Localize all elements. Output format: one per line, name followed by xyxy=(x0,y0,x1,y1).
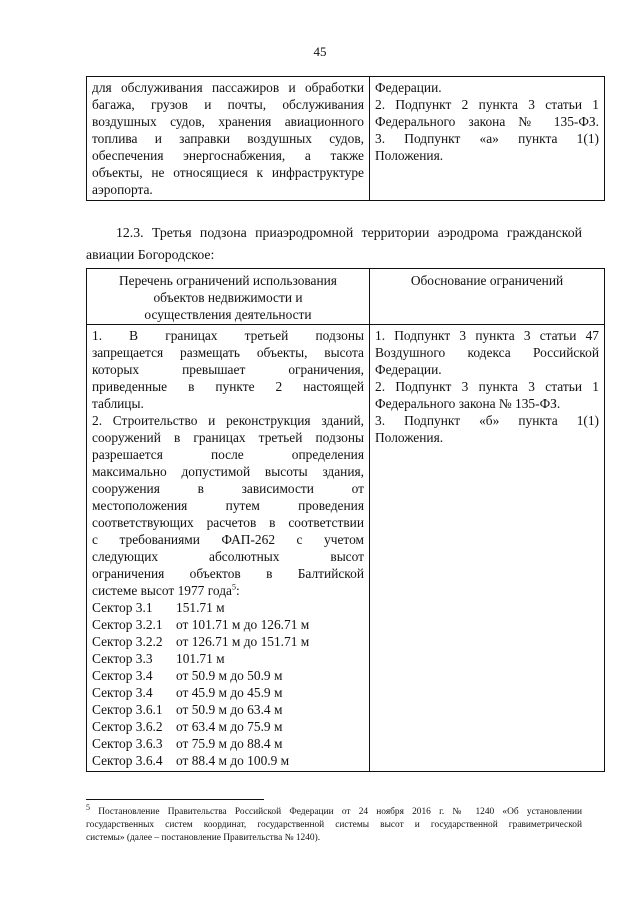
text-line: Положения. xyxy=(375,148,444,163)
section-heading-continuation: авиации Богородское: xyxy=(86,247,215,262)
text-line: следующих абсолютных высот xyxy=(92,549,364,564)
sector-row xyxy=(92,667,364,684)
sector-height: от 63.4 м до 75.9 м xyxy=(176,719,283,734)
sector-row xyxy=(92,616,364,633)
sector-name: Сектор 3.6.3 xyxy=(92,736,163,751)
page-number: 45 xyxy=(313,44,327,59)
header-line: Перечень ограничений использования xyxy=(119,273,337,288)
text-line: местоположения путем проведения xyxy=(92,498,364,513)
text-line: соответствующих расчетов в соответствии xyxy=(92,515,364,530)
sector-name: Сектор 3.6.4 xyxy=(92,753,163,768)
text-line: Федерального закона № 135-ФЗ. xyxy=(375,396,561,411)
text-line: 1. В границах третьей подзоны xyxy=(92,328,364,343)
sector-name: Сектор 3.4 xyxy=(92,668,153,683)
table-row xyxy=(87,77,605,201)
restrictions-cell xyxy=(87,325,370,772)
sector-row xyxy=(92,650,364,667)
text-line: 3. Подпункт «а» пункта 1(1) xyxy=(375,131,599,146)
footnote-divider xyxy=(86,799,264,800)
text-line: приведенные в пункте 2 настоящей xyxy=(92,379,364,394)
section-heading: 12.3. Третья подзона приаэродромной территории аэродрома гражданской xyxy=(116,225,582,240)
sector-height: 151.71 м xyxy=(176,600,225,615)
text-line: Федерации. xyxy=(375,80,442,95)
text-line: Федерального закона № 135-ФЗ. xyxy=(375,114,599,129)
sector-height: от 50.9 м до 50.9 м xyxy=(176,668,283,683)
text-line: 2. Подпункт 3 пункта 3 статьи 1 xyxy=(375,379,599,394)
text-line: сооружения в зависимости от xyxy=(92,481,364,496)
text-line-with-footnote xyxy=(92,582,364,599)
sector-height: от 75.9 м до 88.4 м xyxy=(176,736,283,751)
column-header-justification xyxy=(370,269,605,325)
text-line: воздушных судов, хранения авиационного xyxy=(92,114,364,129)
text-line: с требованиями ФАП-262 с учетом xyxy=(92,532,364,547)
text-line: Положения. xyxy=(375,430,444,445)
sector-height: от 126.71 м до 151.71 м xyxy=(176,634,310,649)
text-line: Воздушного кодекса Российской xyxy=(375,345,599,360)
text-line: 2. Строительство и реконструкция зданий, xyxy=(92,413,364,428)
text-line: Федерации. xyxy=(375,362,442,377)
text-line: таблицы. xyxy=(92,396,144,411)
sector-height: от 45.9 м до 45.9 м xyxy=(176,685,283,700)
text-line: максимально допустимой высоты здания, xyxy=(92,464,364,479)
text-line: топлива и заправки воздушных судов, xyxy=(92,131,364,146)
sector-height: от 101.71 м до 126.71 м xyxy=(176,617,310,632)
sector-row xyxy=(92,684,364,701)
sector-row xyxy=(92,599,364,616)
column-header-restrictions xyxy=(87,269,370,325)
text-line: аэропорта. xyxy=(92,182,153,197)
footnote-line: государственных систем координат, государственной системы высот и государственной гравиметрической xyxy=(86,820,582,830)
sector-list xyxy=(92,599,364,769)
sector-height: от 88.4 м до 100.9 м xyxy=(176,753,290,768)
table-continuation xyxy=(86,76,605,201)
restrictions-table xyxy=(86,268,605,772)
header-line: осуществления деятельности xyxy=(144,307,312,322)
sector-row xyxy=(92,718,364,735)
sector-row xyxy=(92,701,364,718)
text-line: которых превышает ограничения, xyxy=(92,362,364,377)
sector-name: Сектор 3.6.2 xyxy=(92,719,163,734)
header-line: Обоснование ограничений xyxy=(410,273,564,288)
text-fragment: системе высот 1977 года xyxy=(92,583,232,598)
table1-right-cell xyxy=(370,77,605,201)
header-line: объектов недвижимости и xyxy=(153,290,303,305)
sector-row xyxy=(92,633,364,650)
text-line: 2. Подпункт 2 пункта 3 статьи 1 xyxy=(375,97,599,112)
table-row xyxy=(87,325,605,772)
footnote-reference[interactable]: 5 xyxy=(231,582,236,592)
table1-left-cell xyxy=(87,77,370,201)
text-line: для обслуживания пассажиров и обработки xyxy=(92,80,364,95)
text-line: ограничения объектов в Балтийской xyxy=(92,566,364,581)
sector-height: от 50.9 м до 63.4 м xyxy=(176,702,283,717)
text-line: разрешается после определения xyxy=(92,447,364,462)
text-line: объекты, не относящиеся к инфраструктуре xyxy=(92,165,364,180)
sector-name: Сектор 3.2.1 xyxy=(92,617,163,632)
sector-name: Сектор 3.1 xyxy=(92,600,153,615)
sector-name: Сектор 3.2.2 xyxy=(92,634,163,649)
table-header-row xyxy=(87,269,605,325)
footnote-line: системы» (далее – постановление Правительства № 1240). xyxy=(86,833,321,843)
text-line: багажа, грузов и почты, обслуживания xyxy=(92,97,364,112)
text-line: обеспечения энергоснабжения, а также xyxy=(92,148,364,163)
sector-height: 101.71 м xyxy=(176,651,225,666)
sector-row xyxy=(92,752,364,769)
footnote xyxy=(86,802,582,845)
text-line: запрещается размещать объекты, высота xyxy=(92,345,364,360)
sector-name: Сектор 3.3 xyxy=(92,651,153,666)
text-line: 3. Подпункт «б» пункта 1(1) xyxy=(375,413,599,428)
footnote-text: Постановление Правительства Российской Федерации от 24 ноября 2016 г. № 1240 «Об установлении xyxy=(98,807,582,817)
sector-name: Сектор 3.4 xyxy=(92,685,153,700)
text-line: сооружений в границах третьей подзоны xyxy=(92,430,364,445)
text-line: 1. Подпункт 3 пункта 3 статьи 47 xyxy=(375,328,599,343)
footnote-number: 5 xyxy=(86,802,90,812)
footnote-line xyxy=(86,802,582,819)
sector-row xyxy=(92,735,364,752)
text-fragment: : xyxy=(235,583,240,598)
sector-name: Сектор 3.6.1 xyxy=(92,702,163,717)
justification-cell xyxy=(370,325,605,772)
